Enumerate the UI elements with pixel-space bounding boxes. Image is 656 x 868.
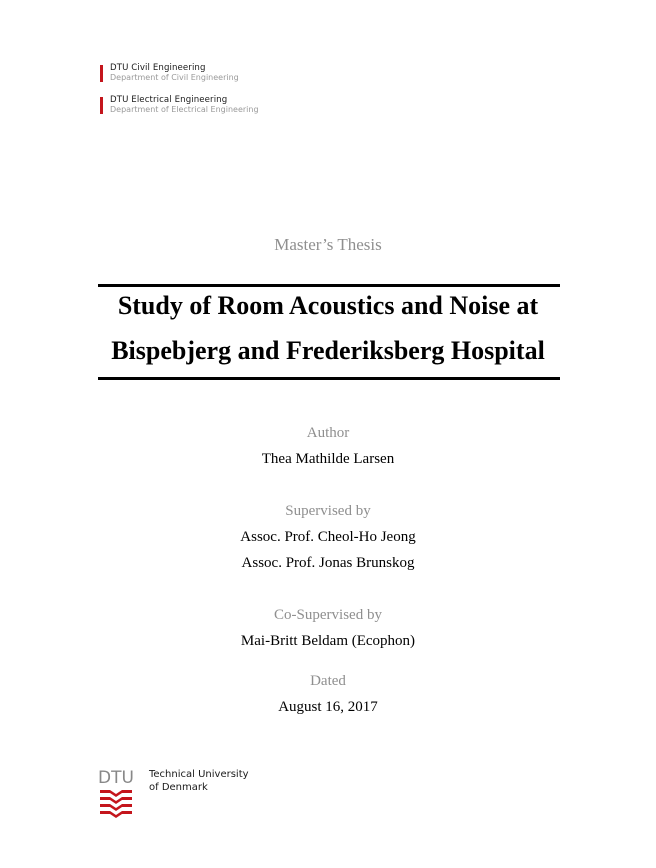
dtu-logo-icon — [98, 766, 138, 822]
department-marker — [100, 97, 103, 114]
department-name: DTU Civil Engineering — [110, 63, 206, 73]
date-value: August 16, 2017 — [278, 699, 378, 715]
university-name-line-1: Technical University — [149, 769, 249, 780]
university-name-line-2: of Denmark — [149, 782, 208, 793]
supervisor-name: Assoc. Prof. Jonas Brunskog — [241, 555, 415, 571]
department-name: DTU Electrical Engineering — [110, 95, 228, 105]
author-label: Author — [306, 425, 350, 441]
department-marker — [100, 65, 103, 82]
department-subtitle: Department of Civil Engineering — [110, 73, 239, 82]
dtu-logo-waves — [100, 790, 132, 818]
author-name: Thea Mathilde Larsen — [261, 451, 395, 467]
supervisor-name: Assoc. Prof. Cheol-Ho Jeong — [240, 529, 416, 545]
title-top-rule — [98, 284, 560, 287]
date-label: Dated — [310, 673, 346, 689]
title-bottom-rule — [98, 377, 560, 380]
university-name — [149, 768, 249, 794]
department-subtitle: Department of Electrical Engineering — [110, 105, 259, 114]
thesis-title-line-1: Study of Room Acoustics and Noise at — [117, 291, 539, 320]
supervisors-label: Supervised by — [285, 503, 371, 519]
document-type: Master’s Thesis — [274, 235, 382, 254]
co-supervisor-name: Mai-Britt Beldam (Ecophon) — [240, 633, 416, 649]
dtu-logo-text: DTU — [98, 768, 134, 788]
co-supervisors-label: Co-Supervised by — [274, 607, 382, 623]
thesis-title-line-2: Bispebjerg and Frederiksberg Hospital — [111, 336, 545, 365]
